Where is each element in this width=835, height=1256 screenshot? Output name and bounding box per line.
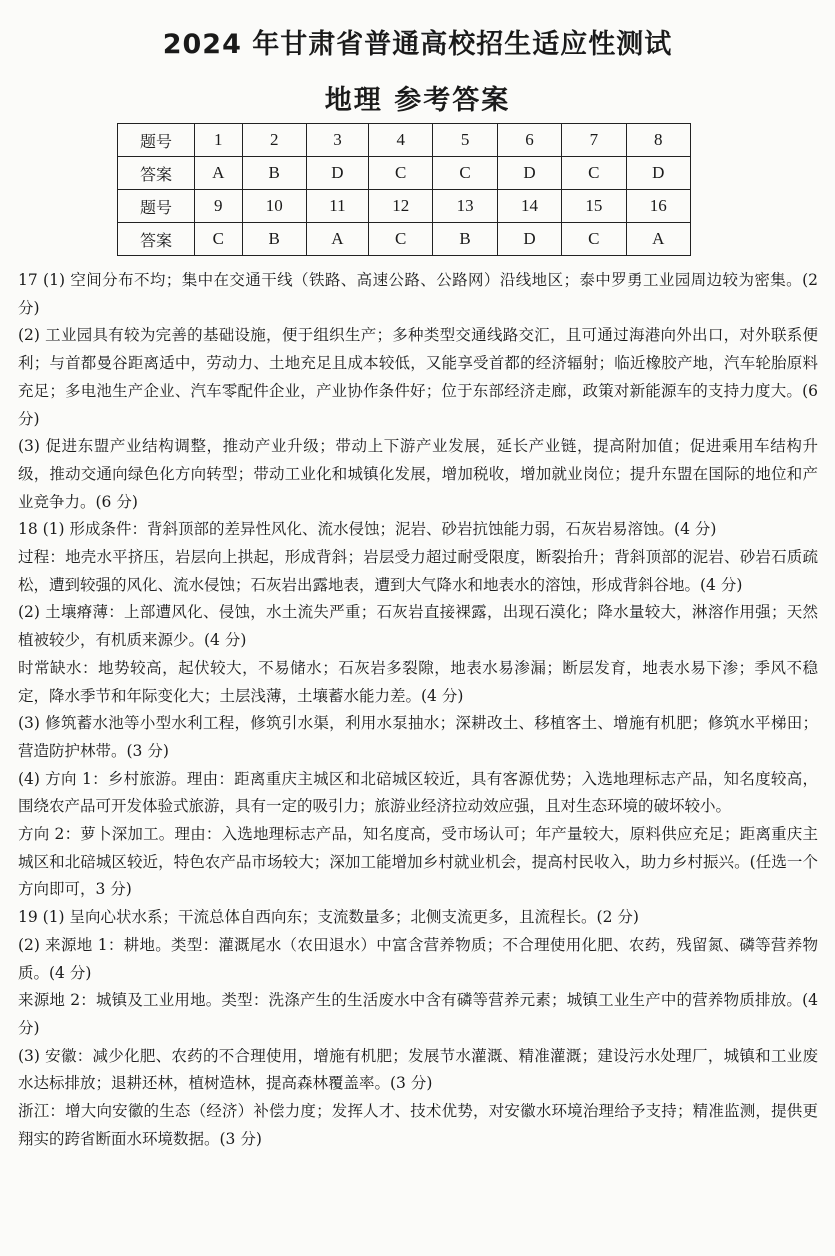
page-subtitle: 地理 参考答案	[324, 85, 511, 116]
table-cell: 10	[242, 190, 306, 223]
table-cell: 5	[433, 124, 497, 157]
table-cell: D	[626, 157, 690, 190]
q17-part1: 17 (1) 空间分布不均；集中在交通干线（铁路、高速公路、公路网）沿线地区；泰中罗勇工业园周边较为密集。(2 分)	[18, 271, 818, 317]
table-cell: 11	[306, 190, 368, 223]
q18-part2-water: 时常缺水：地势较高，起伏较大，不易储水；石灰岩多裂隙，地表水易渗漏；断层发育，地表水易下渗；季风不稳定，降水季节和年际变化大；土层浅薄，土壤蓄水能力差。(4 分)	[18, 658, 818, 705]
table-cell: 15	[562, 190, 626, 223]
table-cell: C	[195, 223, 243, 256]
table-cell: 16	[626, 190, 690, 223]
q17-part2: (2) 工业园具有较为完善的基础设施，便于组织生产；多种类型交通线路交汇，且可通过海港向外出口，对外联系便利；与首都曼谷距离适中，劳动力、土地充足且成本较低，又能享受首都的经济辐射；临近橡胶产地，汽车轮胎原料充足；多电池生产企业、汽车零配件企业，产业协作条件好；位于东部经济走廊，政策对新能源车的支持力度大。(6 分)	[18, 326, 818, 428]
table-cell: 题号	[118, 190, 195, 223]
page-title: 2024 年甘肃省普通高校招生适应性测试	[162, 29, 673, 60]
q19-part2-source2: 来源地 2：城镇及工业用地。类型：洗涤产生的生活废水中含有磷等营养元素；城镇工业生产中的营养物质排放。(4 分)	[18, 991, 818, 1037]
table-cell: C	[562, 223, 626, 256]
table-row	[118, 190, 691, 223]
table-cell: 9	[195, 190, 243, 223]
table-cell: A	[195, 157, 243, 190]
q18-part4-direction1: (4) 方向 1：乡村旅游。理由：距离重庆主城区和北碚城区较近，具有客源优势；入选地理标志产品，知名度较高，围绕农产品可开发体验式旅游，具有一定的吸引力；旅游业经济拉动效应强，且对生态环境的破坏较小。	[18, 769, 818, 816]
table-cell: 2	[242, 124, 306, 157]
table-cell: B	[433, 223, 497, 256]
table-cell: D	[306, 157, 368, 190]
table-cell: C	[433, 157, 497, 190]
table-cell: B	[242, 157, 306, 190]
table-cell: 3	[306, 124, 368, 157]
table-cell: 1	[195, 124, 243, 157]
table-cell: A	[306, 223, 368, 256]
q18-part1-process: 过程：地壳水平挤压，岩层向上拱起，形成背斜；岩层受力超过耐受限度，断裂抬升；背斜顶部的泥岩、砂岩石质疏松，遭到较强的风化、流水侵蚀；石灰岩出露地表，遭到大气降水和地表水的溶蚀，形成背斜谷地。(4 分)	[18, 548, 818, 594]
table-cell: C	[369, 223, 433, 256]
table-cell: 答案	[118, 157, 195, 190]
table-row	[118, 124, 691, 157]
table-row	[118, 157, 691, 190]
table-cell: 14	[497, 190, 561, 223]
q17-part3: (3) 促进东盟产业结构调整，推动产业升级；带动上下游产业发展，延长产业链，提高附加值；促进乘用车结构升级，推动交通向绿色化方向转型；带动工业化和城镇化发展，增加税收，增加就业岗位；提升东盟在国际的地位和产业竞争力。(6 分)	[18, 437, 818, 511]
q19-part3-anhui: (3) 安徽：减少化肥、农药的不合理使用，增施有机肥；发展节水灌溉、精准灌溉；建设污水处理厂，城镇和工业废水达标排放；退耕还林，植树造林，提高森林覆盖率。(3 分)	[18, 1046, 818, 1093]
table-cell: D	[497, 157, 561, 190]
q18-part2-soil: (2) 土壤瘠薄：上部遭风化、侵蚀，水土流失严重；石灰岩直接裸露，出现石漠化；降水量较大，淋溶作用强；天然植被较少，有机质来源少。(4 分)	[18, 603, 818, 650]
q18-part4-direction2: 方向 2：萝卜深加工。理由：入选地理标志产品，知名度高，受市场认可；年产量较大，原料供应充足；距离重庆主城区和北碚城区较近，特色农产品市场较大；深加工能增加乡村就业机会，提高村民收入，助力乡村振兴。(任选一个方向即可，3 分)	[18, 825, 818, 899]
table-cell: 8	[626, 124, 690, 157]
answer-table	[117, 123, 691, 256]
table-cell: 题号	[118, 124, 195, 157]
q19-part3-zhejiang: 浙江：增大向安徽的生态（经济）补偿力度；发挥人才、技术优势，对安徽水环境治理给予支持；精准监测，提供更翔实的跨省断面水环境数据。(3 分)	[18, 1102, 818, 1148]
q18-part3: (3) 修筑蓄水池等小型水利工程，修筑引水渠，利用水泵抽水；深耕改土、移植客土、增施有机肥；修筑水平梯田；营造防护林带。(3 分)	[18, 714, 818, 760]
q19-part2-source1: (2) 来源地 1：耕地。类型：灌溉尾水（农田退水）中富含营养物质；不合理使用化肥、农药，残留氮、磷等营养物质。(4 分)	[18, 935, 818, 982]
table-cell: D	[497, 223, 561, 256]
table-cell: 6	[497, 124, 561, 157]
table-cell: 答案	[118, 223, 195, 256]
q19-part1: 19 (1) 呈向心状水系；干流总体自西向东；支流数量多；北侧支流更多，且流程长。(2 分)	[18, 908, 639, 927]
table-cell: B	[242, 223, 306, 256]
table-cell: C	[562, 157, 626, 190]
table-cell: 7	[562, 124, 626, 157]
q18-part1-conditions: 18 (1) 形成条件：背斜顶部的差异性风化、流水侵蚀；泥岩、砂岩抗蚀能力弱，石灰岩易溶蚀。(4 分)	[18, 520, 717, 539]
table-cell: 12	[369, 190, 433, 223]
table-row	[118, 223, 691, 256]
table-cell: 4	[369, 124, 433, 157]
answer-body	[18, 267, 818, 1154]
table-cell: A	[626, 223, 690, 256]
table-cell: C	[369, 157, 433, 190]
table-cell: 13	[433, 190, 497, 223]
